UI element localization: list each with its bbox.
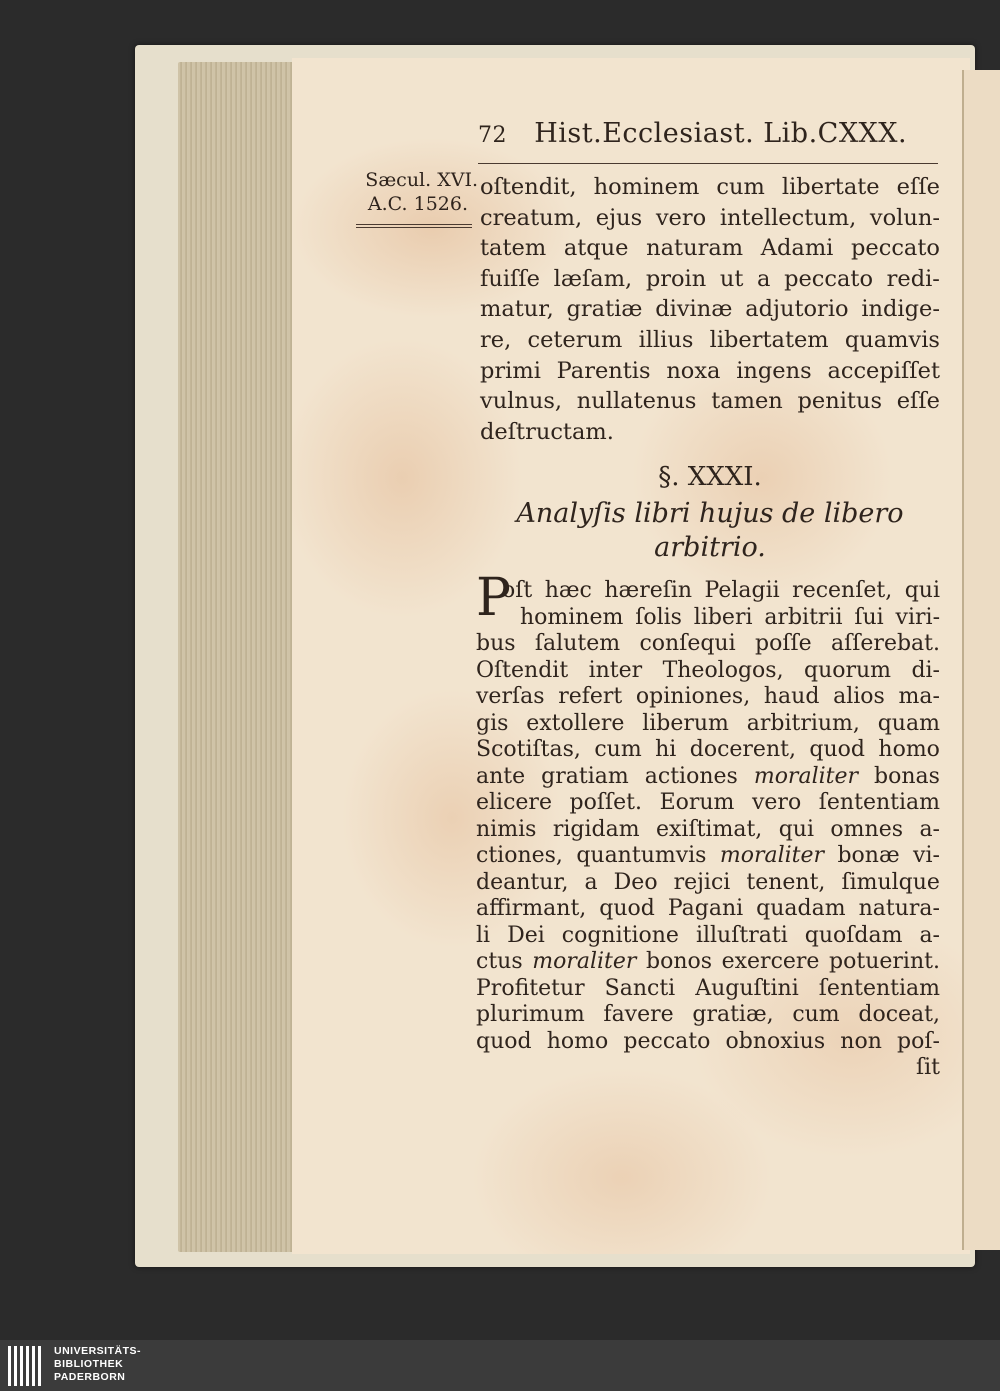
word: illuſtrati — [695, 922, 788, 948]
margin-note — [352, 168, 478, 216]
word: adjutorio — [745, 296, 849, 323]
logo-line-1: UNIVERSITÄTS- — [54, 1345, 142, 1357]
word: affirmant, — [476, 896, 587, 921]
text-line — [480, 417, 940, 448]
word: ma- — [898, 684, 940, 709]
word: deſtructam. — [480, 418, 614, 445]
word: hominem — [520, 604, 624, 630]
word: favere — [603, 1002, 674, 1027]
word: alios — [833, 684, 885, 709]
word: ingens — [736, 357, 812, 384]
text-line — [476, 658, 940, 685]
text-line — [480, 233, 940, 264]
word: oſt — [502, 578, 533, 603]
word: li — [476, 922, 491, 948]
word: hæc — [544, 578, 592, 603]
running-header — [478, 118, 908, 158]
word: a- — [919, 922, 940, 948]
word: eſſe — [896, 388, 940, 415]
text-line — [476, 870, 940, 897]
word: ſententiam — [818, 790, 940, 815]
text-line — [476, 1002, 940, 1029]
word: quod — [599, 896, 655, 921]
word: peccato — [784, 265, 874, 292]
catchword-text: ſit — [915, 1055, 940, 1080]
margin-note-rule — [356, 224, 472, 228]
text-line — [476, 790, 940, 817]
word: nullatenus — [576, 388, 697, 415]
word: qui — [778, 816, 814, 842]
word: ante — [476, 763, 526, 789]
word: volun- — [869, 204, 940, 231]
word: actiones — [644, 763, 738, 789]
word: hi — [655, 737, 677, 762]
text-line — [476, 923, 940, 950]
word: plurimum — [476, 1002, 585, 1027]
word: poſſet. — [569, 790, 642, 815]
word: intellectum, — [719, 204, 857, 231]
word: Auguſtini — [695, 975, 799, 1001]
word: eſſe — [896, 174, 940, 200]
word: cum — [594, 737, 642, 762]
word: non — [840, 1028, 882, 1054]
text-line — [480, 386, 940, 417]
word: læſam, — [553, 265, 633, 292]
word: aſſerebat. — [831, 631, 940, 656]
footer-bar — [0, 1340, 1000, 1391]
word: bus — [476, 631, 516, 656]
section-title-line-2: arbitrio. — [654, 532, 766, 563]
word: arbitrium, — [746, 710, 860, 736]
running-title: Hist.Ecclesiast. Lib.CXXX. — [534, 118, 908, 149]
page-edges — [178, 62, 296, 1252]
word: oſtendit, — [480, 174, 577, 200]
text-line — [476, 737, 940, 764]
paragraph-1 — [480, 172, 940, 447]
word: Adami — [760, 235, 834, 262]
word: bonas — [874, 763, 940, 789]
word: quantumvis — [576, 843, 707, 868]
word: illius — [638, 326, 694, 353]
text-line — [480, 264, 940, 295]
text-line — [476, 976, 940, 1003]
word: homo — [878, 737, 940, 762]
word: Parentis — [556, 357, 651, 384]
word: libertatem — [709, 326, 829, 353]
text-line — [476, 896, 940, 923]
text-line — [476, 817, 940, 844]
word: viri- — [895, 604, 940, 630]
word: vulnus, — [480, 388, 563, 415]
word: ut — [719, 265, 744, 292]
section-title — [480, 497, 940, 565]
word: primi — [480, 357, 541, 384]
word: Dei — [507, 922, 545, 948]
word: gratiæ, — [692, 1002, 774, 1027]
word: moraliter — [532, 949, 637, 974]
logo-line-2: BIBLIOTHEK — [54, 1358, 124, 1370]
word: quorum — [803, 657, 892, 683]
word: ejus — [595, 204, 643, 231]
word: exercere — [721, 949, 820, 974]
word: Eorum — [659, 790, 735, 815]
word: ſimulque — [841, 869, 940, 895]
word: rejici — [673, 869, 731, 895]
word: deantur, — [476, 869, 569, 895]
word: Sancti — [604, 975, 676, 1001]
facing-page-edge — [962, 70, 1000, 1250]
margin-note-century: Sæcul. XVI. — [365, 169, 478, 191]
library-logo-icon — [8, 1346, 44, 1386]
word: gratiæ — [566, 296, 643, 323]
word: tenent, — [746, 869, 826, 895]
word: indige- — [861, 296, 940, 323]
header-rule — [478, 163, 938, 164]
word: recenſet, — [792, 578, 893, 603]
page-number: 72 — [478, 123, 507, 148]
word: rigidam — [552, 816, 640, 842]
word: bonos — [645, 949, 713, 974]
text-line — [480, 172, 940, 203]
word: fuiſſe — [480, 265, 540, 292]
word: liberum — [642, 710, 729, 736]
word: ſolis — [635, 604, 682, 630]
word: Scotiſtas, — [476, 737, 581, 762]
text-line — [476, 1029, 940, 1056]
text-line — [480, 356, 940, 387]
margin-note-year: A.C. 1526. — [367, 193, 468, 215]
word: vero — [655, 204, 707, 231]
text-line — [476, 764, 940, 791]
word: arbitrii — [764, 604, 843, 630]
paragraph-2 — [476, 568, 940, 1082]
word: quod — [476, 1028, 532, 1054]
word: noxa — [666, 357, 721, 384]
section-title-line-1: Analyſis libri hujus de libero — [516, 498, 904, 529]
word: moraliter — [753, 763, 859, 789]
word: Pagani — [667, 896, 744, 921]
word: homo — [546, 1028, 609, 1054]
word: opiniones, — [635, 684, 751, 709]
word: accepiſſet — [827, 357, 940, 384]
word: Pelagii — [704, 578, 780, 603]
word: omnes — [830, 816, 904, 842]
word: quoſdam — [804, 922, 903, 948]
catchword — [476, 1055, 940, 1082]
word: naturam — [646, 235, 744, 262]
word: Profitetur — [476, 975, 585, 1001]
word: a — [584, 869, 598, 895]
text-line — [480, 325, 940, 356]
drop-cap: P — [476, 568, 511, 628]
word: ſententiam — [818, 975, 940, 1001]
word: potuerint. — [829, 949, 940, 974]
word: proin — [645, 265, 707, 292]
word: nimis — [476, 816, 537, 842]
word: poſſe — [755, 631, 812, 656]
word: ceterum — [527, 326, 623, 353]
word: moraliter — [719, 843, 825, 868]
text-line — [480, 203, 940, 234]
word: matur, — [480, 296, 554, 323]
word: cum — [792, 1002, 840, 1027]
word: gratiam — [541, 763, 629, 789]
word: extollere — [526, 710, 625, 736]
word: quam — [877, 710, 940, 736]
word: bonæ — [837, 843, 900, 868]
text-line — [476, 711, 940, 738]
word: Theologos, — [662, 657, 784, 683]
word: redi- — [886, 265, 940, 292]
word: poſ- — [897, 1028, 940, 1054]
word: cognitione — [561, 922, 679, 948]
text-line — [476, 843, 940, 870]
text-line — [476, 578, 940, 605]
text-line — [476, 684, 940, 711]
word: inter — [588, 657, 643, 683]
word: verſas — [476, 684, 545, 709]
word: qui — [904, 578, 940, 603]
word: a — [757, 265, 771, 292]
word: ſui — [854, 604, 884, 630]
word: natura- — [858, 896, 940, 921]
word: conſequi — [639, 631, 736, 656]
word: quamvis — [844, 326, 940, 353]
word: peccato — [623, 1028, 711, 1054]
word: doceat, — [858, 1002, 940, 1027]
word: haud — [763, 684, 820, 709]
word: a- — [919, 816, 940, 842]
word: di- — [911, 657, 940, 683]
word: ſalutem — [534, 631, 621, 656]
word: obnoxius — [725, 1028, 826, 1054]
section-number: §. XXXI. — [658, 462, 762, 492]
word: refert — [558, 684, 623, 709]
text-line — [476, 605, 940, 632]
word: liberi — [693, 604, 753, 630]
text-line — [476, 631, 940, 658]
word: penitus — [797, 388, 882, 415]
logo-line-3: PADERBORN — [54, 1371, 126, 1383]
word: hominem — [593, 174, 700, 200]
word: quadam — [756, 896, 846, 921]
word: exiſtimat, — [655, 816, 763, 842]
word: gis — [476, 710, 509, 736]
word: re, — [480, 326, 512, 353]
library-logo-text — [54, 1345, 141, 1384]
word: hæreſin — [604, 578, 693, 603]
word: Oſtendit — [476, 657, 569, 683]
word: tamen — [711, 388, 783, 415]
word: peccato — [851, 235, 940, 262]
word: Deo — [613, 869, 658, 895]
word: libertate — [781, 174, 880, 200]
word: elicere — [476, 790, 552, 815]
word: ctus — [476, 949, 523, 974]
text-line — [476, 949, 940, 976]
word: creatum, — [480, 204, 583, 231]
word: vi- — [913, 843, 940, 868]
word: docerent, — [689, 737, 796, 762]
word: vero — [751, 790, 802, 815]
word: quod — [809, 737, 865, 762]
word: divinæ — [655, 296, 733, 323]
word: ctiones, — [476, 843, 563, 868]
word: tatem — [480, 235, 547, 262]
word: cum — [716, 174, 765, 200]
text-line — [480, 294, 940, 325]
word: atque — [563, 235, 629, 262]
